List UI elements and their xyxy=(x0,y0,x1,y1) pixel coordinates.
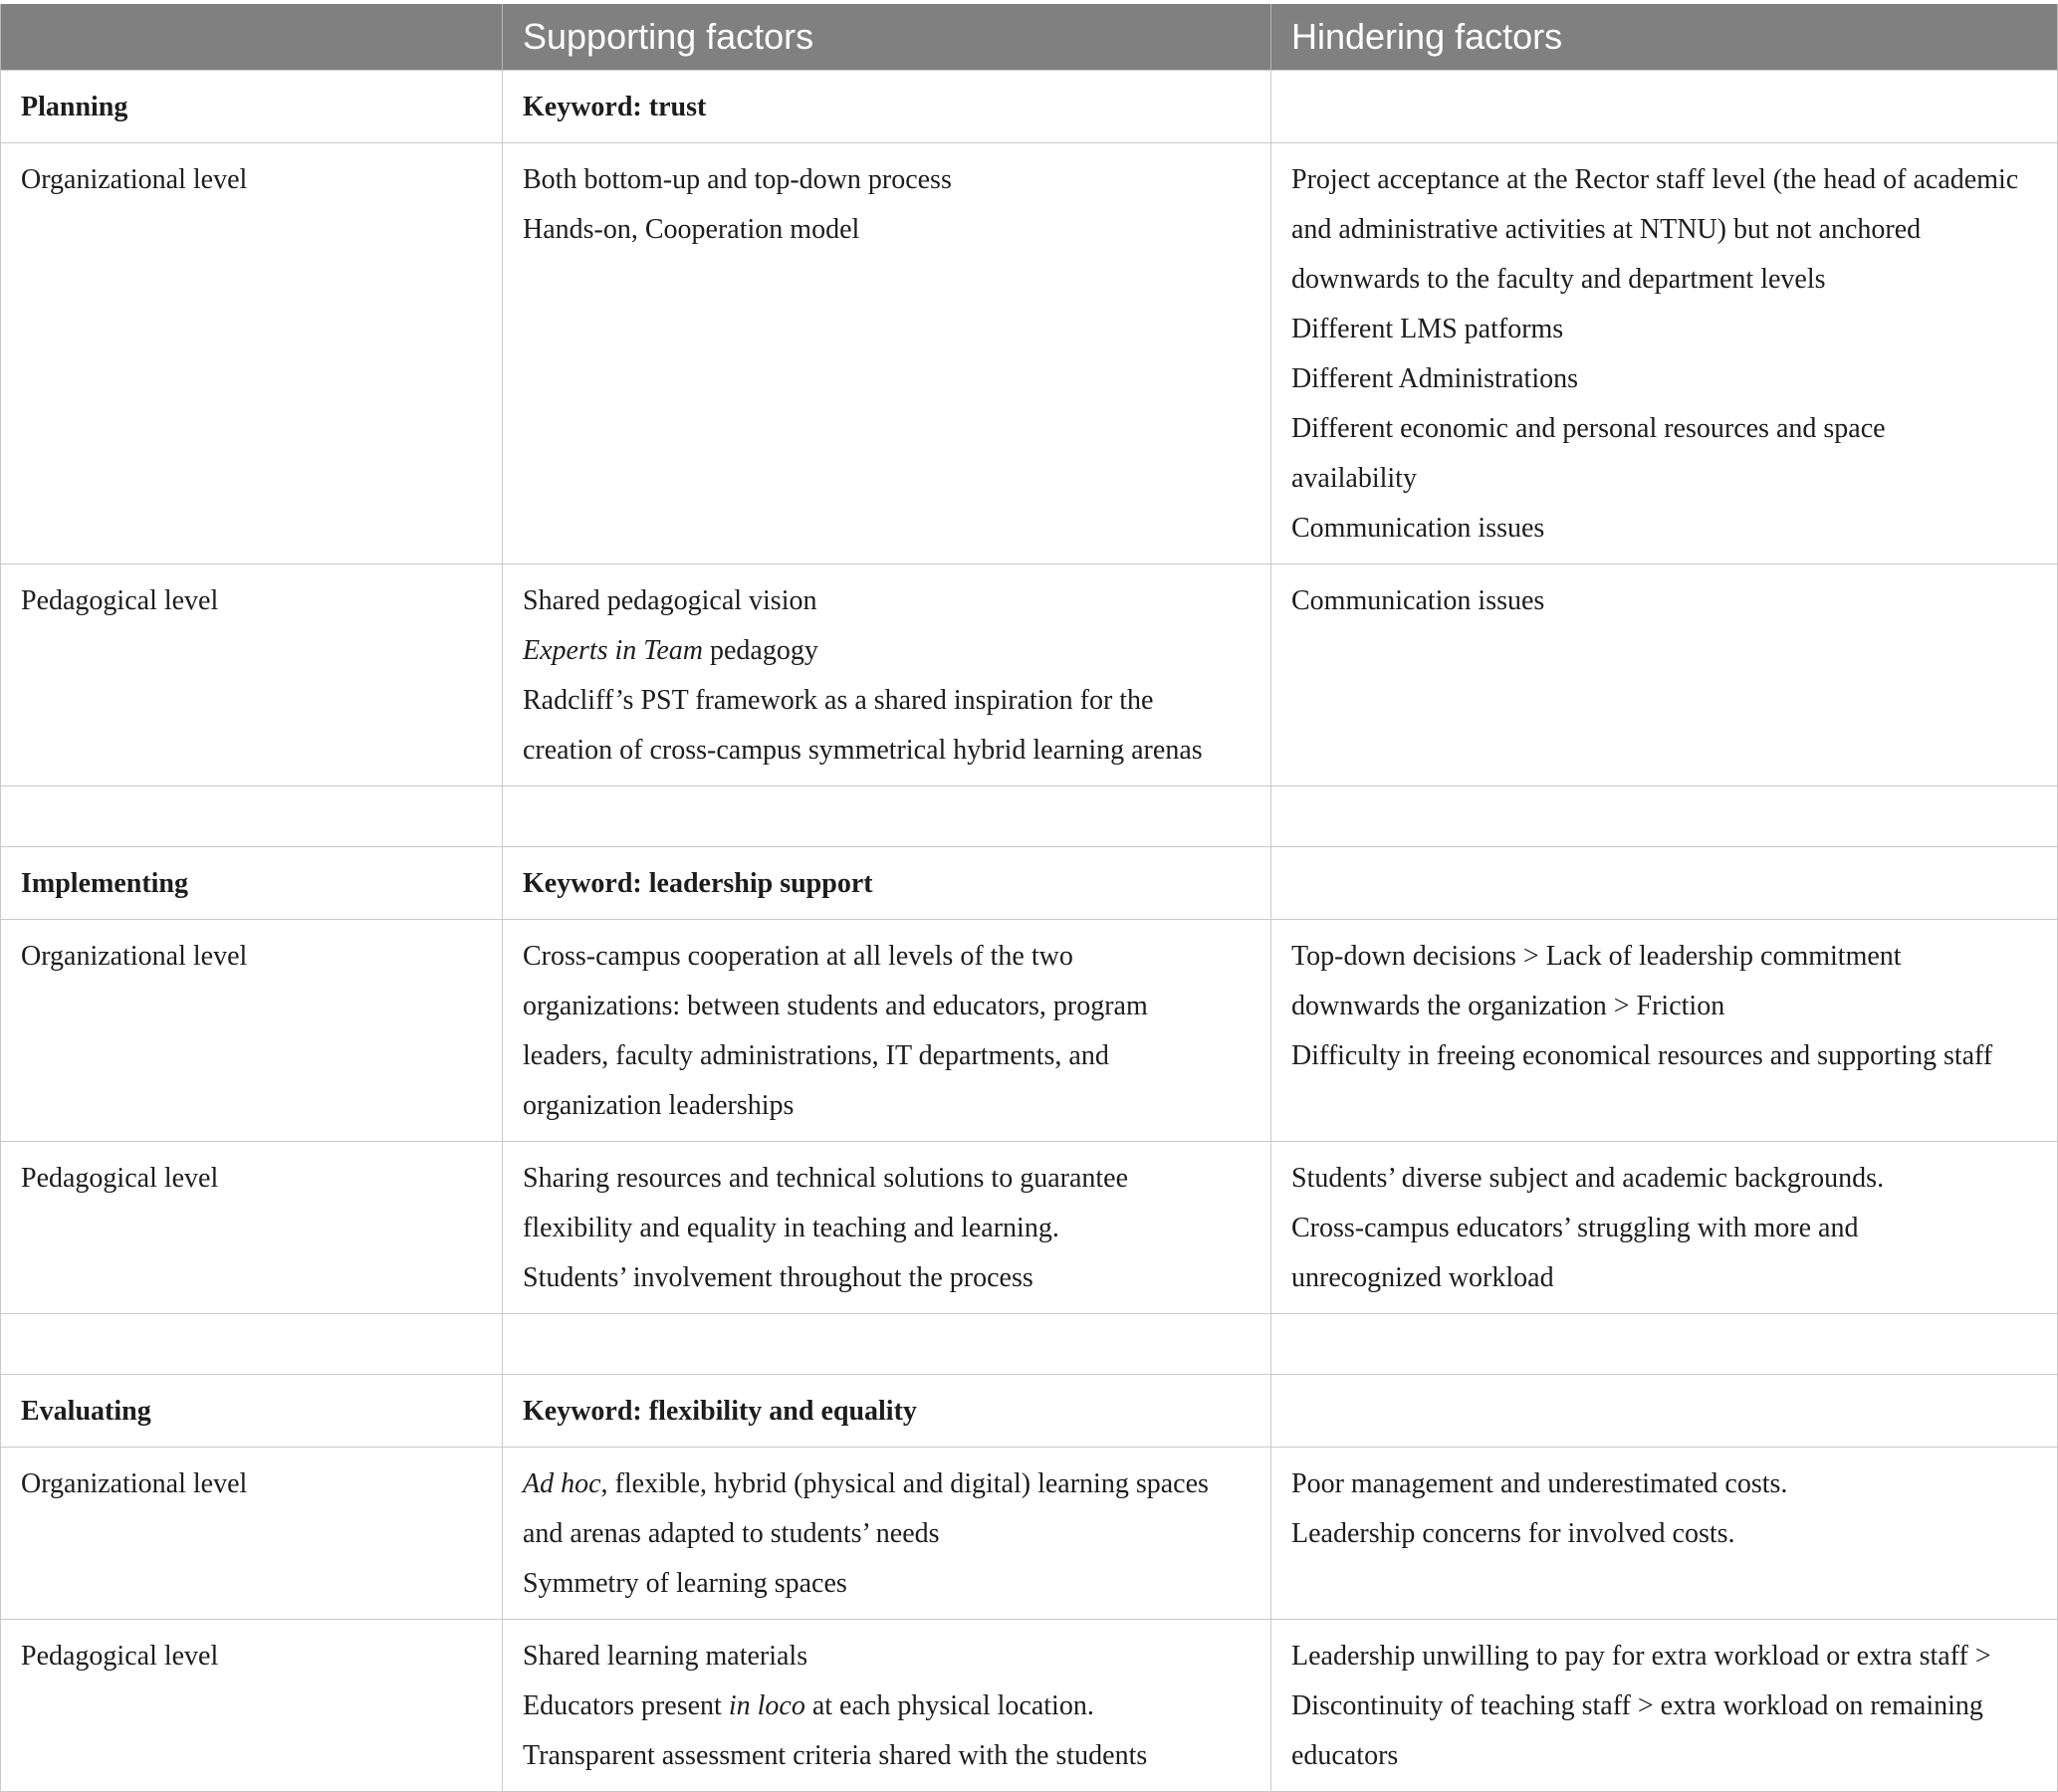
cell-line: downwards to the faculty and department levels xyxy=(1291,264,1826,295)
cell-line: Different Administrations xyxy=(1291,363,1578,394)
empty-cell xyxy=(503,1314,1271,1375)
hindering-cell xyxy=(1271,1620,2058,1792)
cell-line: Different economic and personal resources and space xyxy=(1291,413,1886,444)
cell-line: Shared learning materials xyxy=(523,1641,808,1672)
cell-line: Project acceptance at the Rector staff level (the head of academic xyxy=(1291,164,2019,195)
cell-line: flexibility and equality in teaching and learning. xyxy=(523,1213,1059,1243)
hindering-cell xyxy=(1271,1142,2058,1314)
level-label: Organizational level xyxy=(1,143,503,564)
hindering-cell xyxy=(1271,564,2058,786)
cell-line: and arenas adapted to students’ needs xyxy=(523,1518,940,1549)
cell-line: Different LMS patforms xyxy=(1291,314,1564,344)
italic-term: Ad hoc xyxy=(523,1468,601,1499)
cell-line xyxy=(523,1681,1251,1731)
stage-label: Planning xyxy=(1,71,503,143)
cell-line: Cross-campus cooperation at all levels of the two xyxy=(523,941,1073,972)
level-label: Organizational level xyxy=(1,1448,503,1620)
factors-table xyxy=(0,4,2058,1792)
table-row xyxy=(1,564,2058,786)
empty-cell xyxy=(1271,71,2058,143)
supporting-cell xyxy=(503,920,1271,1142)
stage-keyword: Keyword: leadership support xyxy=(503,847,1271,920)
level-label: Organizational level xyxy=(1,920,503,1142)
cell-line: leaders, faculty administrations, IT departments, and xyxy=(523,1040,1109,1071)
stage-keyword: Keyword: trust xyxy=(503,71,1271,143)
cell-text: Educators present xyxy=(523,1690,729,1721)
table-row xyxy=(1,143,2058,564)
hindering-cell xyxy=(1271,920,2058,1142)
stage-label: Implementing xyxy=(1,847,503,920)
level-label: Pedagogical level xyxy=(1,1142,503,1314)
cell-line: Cross-campus educators’ struggling with more and xyxy=(1291,1213,1859,1243)
header-row xyxy=(1,4,2058,71)
cell-line: Communication issues xyxy=(1291,585,1545,616)
empty-cell xyxy=(503,786,1271,847)
cell-line: educators xyxy=(1291,1740,1399,1771)
hindering-cell xyxy=(1271,1448,2058,1620)
stage-row-implementing xyxy=(1,847,2058,920)
empty-cell xyxy=(1271,786,2058,847)
table-row xyxy=(1,920,2058,1142)
spacer-row xyxy=(1,1314,2058,1375)
italic-term: in loco xyxy=(728,1690,805,1721)
empty-cell xyxy=(1,786,503,847)
cell-line: unrecognized workload xyxy=(1291,1262,1554,1293)
cell-line: Top-down decisions > Lack of leadership commitment xyxy=(1291,941,1902,972)
cell-line: Discontinuity of teaching staff > extra workload on remaining xyxy=(1291,1690,1983,1721)
header-supporting-factors: Supporting factors xyxy=(503,4,1271,71)
supporting-cell xyxy=(503,1620,1271,1792)
cell-text: at each physical location. xyxy=(804,1690,1094,1721)
cell-line: downwards the organization > Friction xyxy=(1291,991,1725,1021)
table-row xyxy=(1,1620,2058,1792)
supporting-cell xyxy=(503,1448,1271,1620)
cell-line: Both bottom-up and top-down process xyxy=(523,164,952,195)
cell-line: organizations: between students and educators, program xyxy=(523,991,1148,1021)
cell-line: Symmetry of learning spaces xyxy=(523,1568,847,1599)
cell-line: Sharing resources and technical solutions to guarantee xyxy=(523,1163,1129,1194)
cell-line: Transparent assessment criteria shared with the students xyxy=(523,1740,1148,1771)
cell-text: pedagogy xyxy=(702,635,818,666)
header-hindering-factors: Hindering factors xyxy=(1271,4,2058,71)
hindering-cell xyxy=(1271,143,2058,564)
cell-line: Hands-on, Cooperation model xyxy=(523,214,860,245)
empty-cell xyxy=(1,1314,503,1375)
cell-line: and administrative activities at NTNU) but not anchored xyxy=(1291,214,1922,245)
cell-text: , flexible, hybrid (physical and digital) learning spaces xyxy=(600,1468,1209,1499)
spacer-row xyxy=(1,786,2058,847)
stage-row-evaluating xyxy=(1,1375,2058,1448)
cell-line: Students’ involvement throughout the process xyxy=(523,1262,1033,1293)
empty-cell xyxy=(1271,847,2058,920)
stage-label: Evaluating xyxy=(1,1375,503,1448)
cell-line: Shared pedagogical vision xyxy=(523,585,817,616)
cell-line: Students’ diverse subject and academic backgrounds. xyxy=(1291,1163,1885,1194)
supporting-cell xyxy=(503,143,1271,564)
cell-line xyxy=(523,1459,1251,1509)
header-empty xyxy=(1,4,503,71)
table-row xyxy=(1,1448,2058,1620)
cell-line: organization leaderships xyxy=(523,1090,795,1121)
stage-row-planning xyxy=(1,71,2058,143)
supporting-cell xyxy=(503,1142,1271,1314)
empty-cell xyxy=(1271,1375,2058,1448)
cell-line: Leadership unwilling to pay for extra workload or extra staff > xyxy=(1291,1641,1991,1672)
italic-term: Experts in Team xyxy=(523,635,703,666)
level-label: Pedagogical level xyxy=(1,1620,503,1792)
cell-line xyxy=(523,626,1251,676)
cell-line: Radcliff’s PST framework as a shared inspiration for the xyxy=(523,685,1154,716)
cell-line: creation of cross-campus symmetrical hybrid learning arenas xyxy=(523,735,1203,766)
cell-line: Difficulty in freeing economical resources and supporting staff xyxy=(1291,1040,1993,1071)
empty-cell xyxy=(1271,1314,2058,1375)
cell-line: Poor management and underestimated costs. xyxy=(1291,1468,1788,1499)
table-row xyxy=(1,1142,2058,1314)
supporting-cell xyxy=(503,564,1271,786)
level-label: Pedagogical level xyxy=(1,564,503,786)
stage-keyword: Keyword: flexibility and equality xyxy=(503,1375,1271,1448)
cell-line: Communication issues xyxy=(1291,513,1545,544)
cell-line: availability xyxy=(1291,463,1417,494)
cell-line: Leadership concerns for involved costs. xyxy=(1291,1518,1735,1549)
